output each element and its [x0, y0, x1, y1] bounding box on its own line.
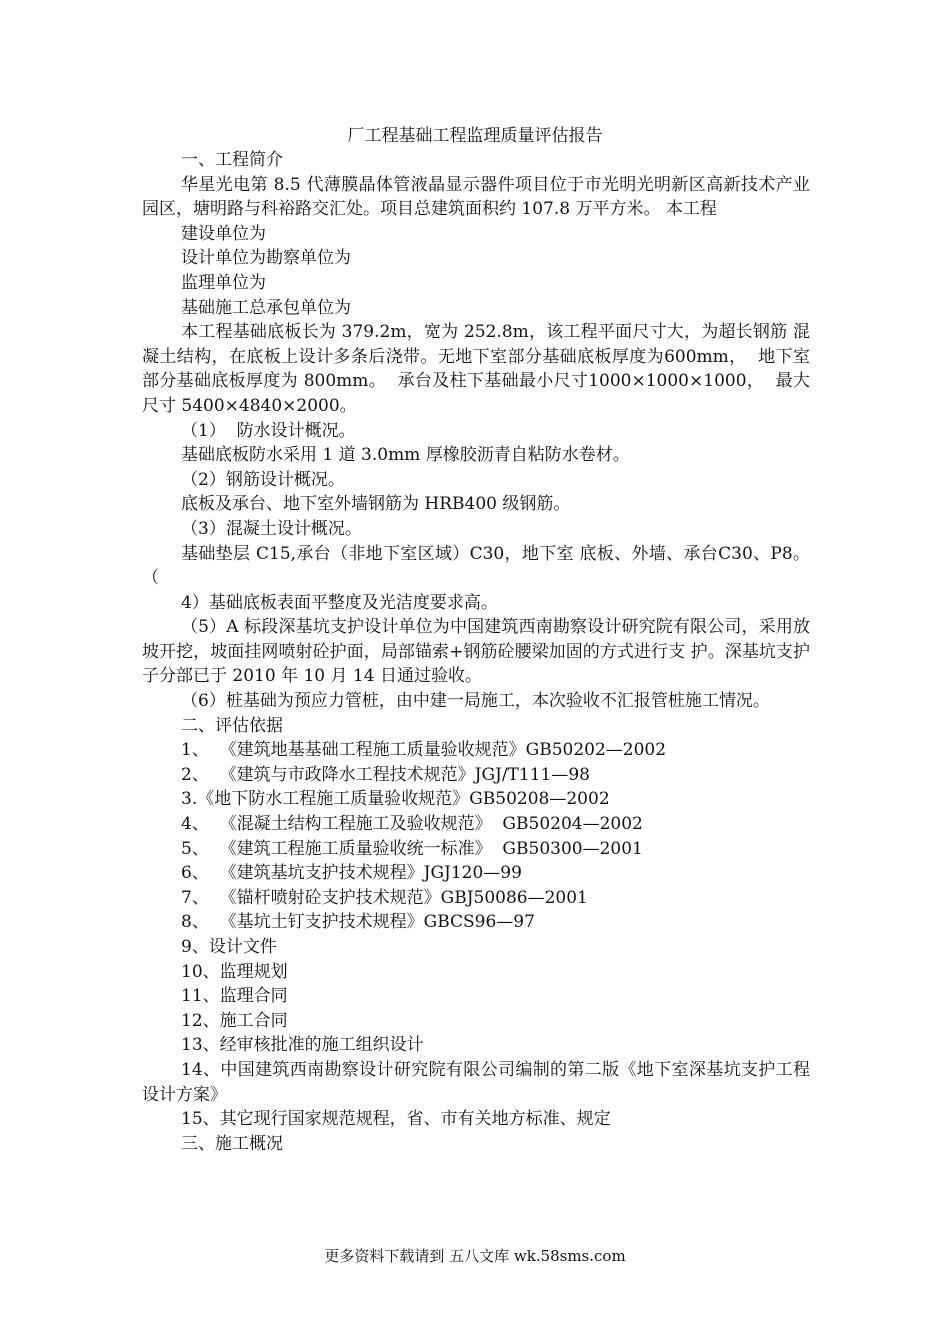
paragraph-excavation-support: （5）A 标段深基坑支护设计单位为中国建筑西南勘察设计研究院有限公司，采用放坡开挖，坡面挂网喷射砼护面，局部锚索+钢筋砼腰梁加固的方式进行支 护。深基坑支护子分部已于 2010 年 10 月 14 日通过验收。 — [142, 617, 810, 687]
footer-download-note: 更多资料下载请到 五八文库 wk.58sms.com — [324, 1247, 626, 1265]
paragraph-foundation-dimensions: 本工程基础底板长为 379.2m，宽为 252.8m，该工程平面尺寸大，为超长钢筋 混凝土结构，在底板上设计多条后浇带。无地下室部分基础底板厚度为600mm， 地下室部分基础底板厚度为 800mm。 承台及柱下基础最小尺寸1000×1000×1000， 最大尺寸 5400×4840×2000。 — [142, 322, 810, 416]
basis-item-10: 10、监理规划 — [181, 961, 288, 982]
paragraph-project-location: 华星光电第 8.5 代薄膜晶体管液晶显示器件项目位于市光明光明新区高新技术产业园区，塘明路与科裕路交汇处。项目总建筑面积约 107.8 万平方米。 本工程 — [142, 174, 810, 220]
paragraph-rebar-detail: 底板及承台、地下室外墙钢筋为 HRB400 级钢筋。 — [181, 494, 571, 515]
basis-item-15: 15、其它现行国家规范规程，省、市有关地方标准、规定 — [181, 1109, 611, 1130]
document-title: 厂工程基础工程监理质量评估报告 — [347, 126, 603, 146]
basis-item-9: 9、设计文件 — [181, 937, 277, 957]
paragraph-pile-foundation: （6）桩基础为预应力管桩，由中建一局施工，本次验收不汇报管桩施工情况。 — [181, 691, 770, 712]
basis-item-6: 6、 《建筑基坑支护技术规程》JGJ120—99 — [181, 863, 522, 884]
paragraph-concrete-heading: （3）混凝土设计概况。 — [181, 518, 362, 539]
section-heading-basis: 二、评估依据 — [181, 715, 283, 736]
basis-item-3: 3.《地下防水工程施工质量验收规范》GB50208—2002 — [181, 789, 610, 810]
paragraph-waterproof-detail: 基础底板防水采用 1 道 3.0mm 厚橡胶沥青自粘防水卷材。 — [181, 445, 630, 466]
paragraph-contractor: 基础施工总承包单位为 — [181, 297, 351, 318]
basis-item-1: 1、 《建筑地基基础工程施工质量验收规范》GB50202—2002 — [181, 740, 667, 761]
basis-item-12: 12、施工合同 — [181, 1010, 288, 1031]
paragraph-concrete-detail: 基础垫层 C15,承台（非地下室区域）C30，地下室 底板、外墙、承台C30、P8。 （ — [142, 543, 821, 589]
basis-item-4: 4、 《混凝土结构工程施工及验收规范》 GB50204—2002 — [181, 814, 643, 835]
paragraph-waterproof-heading: （1） 防水设计概况。 — [181, 420, 356, 441]
basis-item-5: 5、 《建筑工程施工质量验收统一标准》 GB50300—2001 — [181, 838, 643, 859]
basis-item-7: 7、 《锚杆喷射砼支护技术规范》GBJ50086—2001 — [181, 887, 588, 908]
document-body — [142, 148, 821, 1156]
section-heading-construction: 三、施工概况 — [181, 1133, 283, 1154]
paragraph-rebar-heading: （2）钢筋设计概况。 — [181, 469, 345, 490]
basis-item-14: 14、中国建筑西南勘察设计研究院有限公司编制的第二版《地下室深基坑支护工程设计方案》 — [142, 1059, 810, 1105]
basis-item-2: 2、 《建筑与市政降水工程技术规范》JGJ/T111—98 — [181, 764, 590, 785]
paragraph-owner: 建设单位为 — [181, 223, 266, 244]
basis-item-13: 13、经审核批准的施工组织设计 — [181, 1035, 424, 1056]
basis-item-8: 8、 《基坑土钉支护技术规程》GBCS96—97 — [181, 912, 535, 933]
paragraph-designer: 设计单位为勘察单位为 — [181, 248, 351, 269]
basis-item-11: 11、监理合同 — [181, 986, 288, 1007]
paragraph-flatness: 4）基础底板表面平整度及光洁度要求高。 — [181, 592, 498, 613]
paragraph-supervisor: 监理单位为 — [181, 272, 266, 293]
section-heading-overview: 一、工程简介 — [181, 150, 283, 170]
